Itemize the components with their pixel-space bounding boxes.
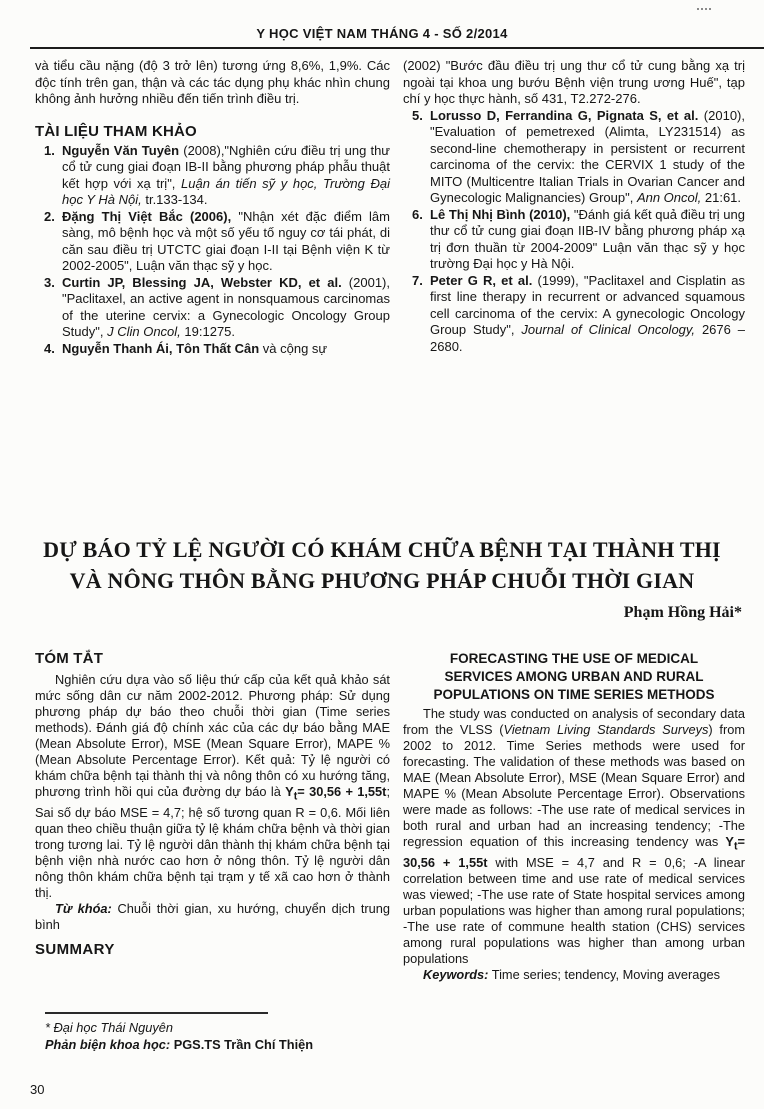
footnote-rule: [45, 1012, 268, 1014]
reference-item-6: [403, 207, 745, 273]
abstract-vi-column: [35, 650, 390, 983]
english-title-line-3: POPULATIONS ON TIME SERIES METHODS: [433, 687, 715, 702]
keywords-vi: Từ khóa: Chuỗi thời gian, xu hướng, chuyển dịch trung bình: [35, 900, 390, 932]
regression-equation-vi: $Y_t= 30,56 + 1,55t$: [285, 784, 387, 803]
reference-item-1: [35, 143, 390, 209]
scan-artifact: [697, 8, 711, 13]
english-abstract: The study was conducted on analysis of secondary data from the VLSS (Vietnam Living Standards Surveys) from 2002 to 2012. Time Series methods were used for forecasting. The validation of these methods was based on MAE (Mean Absolute Error), MSE (Mean Square Error) and MAPE % (Mean Absolute Percentage Error). Observations were made as follows: -The use rate of medical services in both rural and urban had an increasing tendency; -The regression equation of this increasing tendency was $Y_t= 30,56 + 1,55t$ with MSE = 4,7 and R = 0,6; -A linear correlation between time and use rate of medical services was viewed; -The use rate of State hospital services among urban populations was higher than among rural populations; -The use rate of commune health station (CHS) services among rural populations was higher than among urban populations: [403, 706, 745, 966]
regression-equation-en: $Y_t= 30,56 + 1,55t$: [403, 834, 745, 870]
reference-text: Đặng Thị Việt Bắc (2006), "Nhận xét đặc điểm lâm sàng, mô bệnh học và một số yếu tố nguy cơ tái phát, di căn sau điều trị UTCTC giai đoạn I-II tại Bệnh viện K từ 2002-2005", Luận văn thạc sỹ y học.: [62, 208, 390, 273]
page-number: 30: [30, 1082, 45, 1097]
reference-item-3: [35, 275, 390, 341]
reference-text: Lorusso D, Ferrandina G, Pignata S, et al. (2010), "Evaluation of pemetrexed (Alimta, LY231514) as second-line chemotherapy in persistent or recurrent carcinoma of the cervix: the CERVIX 1 study of the MITO (Multicentre Italian Trials in Ovarian Cancer and Gynecologic Malignancies) Group", Ann Oncol, 21:61.: [430, 107, 745, 205]
previous-article-section: [35, 58, 745, 357]
prev-article-right-continuation: (2002) "Bước đầu điều trị ung thư cổ tử cung bằng xạ trị ngoài tại khoa ung bướu Bệnh viện trung ương Huế", tạp chí y học thực hành, số 431, T2.272-276.: [403, 58, 745, 106]
abstract-en-column: [403, 650, 745, 983]
footnote-reviewer: [45, 1036, 405, 1053]
article-title-line-1: DỰ BÁO TỶ LỆ NGƯỜI CÓ KHÁM CHỮA BỆNH TẠI THÀNH THỊ: [43, 537, 721, 562]
reference-text: Nguyễn Văn Tuyên (2008),"Nghiên cứu điều trị ung thư cổ tử cung giai đoạn IB-II bằng phương pháp phẫu thuật kết hợp với xạ trị", Luận án tiến sỹ y học, Trường Đại học Y Hà Nội, tr.133-134.: [62, 142, 390, 207]
keywords-en: Keywords: Time series; tendency, Moving averages: [423, 966, 721, 982]
reference-number: 5.: [412, 107, 423, 123]
english-title-line-1: FORECASTING THE USE OF MEDICAL: [449, 651, 699, 666]
reference-number: 4.: [44, 340, 55, 356]
reference-number: 6.: [412, 206, 423, 222]
tomtat-paragraph: Nghiên cứu dựa vào số liệu thứ cấp của kết quả khảo sát mức sống dân cư năm 2002-2012. Phương pháp: Sử dụng phương pháp dự báo theo chuỗi thời gian (Time series methods). Đánh giá độ chính xác của các dự báo bằng MAE (Mean Absolute Error), MSE (Mean Square Error), MAPE % (Mean Absolute Percentage Error). Kết quả: Tỷ lệ người có khám chữa bệnh tại thành thị và nông thôn có xu hướng tăng, phương trình hồi qui của đường dự báo là $Y_t= 30,56 + 1,55t$; Sai số dự báo MSE = 4,7; hệ số tương quan R = 0,6. Mối liên quan theo chiều thuận giữa tỷ lệ khám chữa bệnh và thời gian trong tương lai. Tỷ lệ người dân thành thị khám chữa bệnh tại bệnh viện nhà nước cao hơn ở nông thôn. Tỷ lệ người dân nông thôn khám chữa bệnh tại trạm y tế xã cao hơn ở thành thị.: [35, 672, 390, 900]
reference-number: 3.: [44, 274, 55, 290]
references-heading: TÀI LIỆU THAM KHẢO: [35, 122, 197, 140]
article-title-line-2: VÀ NÔNG THÔN BẰNG PHƯƠNG PHÁP CHUỖI THỜI GIAN: [69, 568, 695, 593]
article-author: Phạm Hồng Hải*: [623, 604, 742, 621]
keywords-vi-label: Từ khóa:: [55, 900, 112, 916]
journal-header: Y HỌC VIỆT NAM THÁNG 4 - SỐ 2/2014: [256, 26, 508, 41]
reference-text: Lê Thị Nhị Bình (2010), "Đánh giá kết quả điều trị ung thư cổ tử cung giai đoạn IIB-IV bằng phương pháp xạ trị đơn thuần từ 2004-2009" Luận văn thạc sỹ y học trường Đại học y Hà Nội.: [430, 206, 746, 271]
right-column: [403, 58, 745, 357]
reference-item-7: [403, 273, 745, 356]
reference-item-5: [403, 108, 745, 207]
footnote: [45, 1019, 405, 1053]
tomtat-heading: TÓM TẮT: [35, 650, 104, 667]
reference-item-2: [35, 209, 390, 275]
reviewer-label: Phản biện khoa học:: [45, 1037, 171, 1052]
reference-number: 1.: [44, 142, 55, 158]
reference-number: 2.: [44, 208, 55, 224]
reviewer-name: PGS.TS Trần Chí Thiện: [170, 1037, 314, 1052]
summary-heading: SUMMARY: [35, 940, 115, 958]
article-title: [0, 534, 764, 596]
footnote-affiliation: * Đại học Thái Nguyên: [45, 1020, 174, 1035]
reference-number: 7.: [412, 272, 423, 288]
left-column: [35, 58, 390, 357]
abstract-section: [35, 650, 745, 983]
keywords-en-label: Keywords:: [423, 966, 489, 982]
reference-item-4: [35, 341, 390, 358]
english-title-line-2: SERVICES AMONG URBAN AND RURAL: [444, 669, 704, 684]
header-rule: [30, 47, 764, 49]
english-title: [403, 650, 745, 704]
reference-text: Peter G R, et al. (1999), "Paclitaxel and Cisplatin as first line therapy in recurrent or advanced squamous cell carcinoma of the cervix: A gynecologic Oncology Group Study", Journal of Clinical Oncology, 2676 – 2680.: [430, 272, 745, 354]
prev-article-left-paragraph: và tiểu cầu nặng (độ 3 trở lên) tương ứng 8,6%, 1,9%. Các độc tính trên gan, thận và các tác dụng phụ khác nhìn chung không ảnh hưởng nhiều đến tiến trình điều trị.: [35, 58, 390, 106]
reference-text: Curtin JP, Blessing JA, Webster KD, et al. (2001), "Paclitaxel, an active agent in nonsquamous carcinomas of the uterine cervix: a Gynecologic Oncology Group Study", J Clin Oncol, 19:1275.: [62, 274, 390, 339]
reference-text: Nguyễn Thanh Ái, Tôn Thất Cân và cộng sự: [62, 340, 328, 356]
